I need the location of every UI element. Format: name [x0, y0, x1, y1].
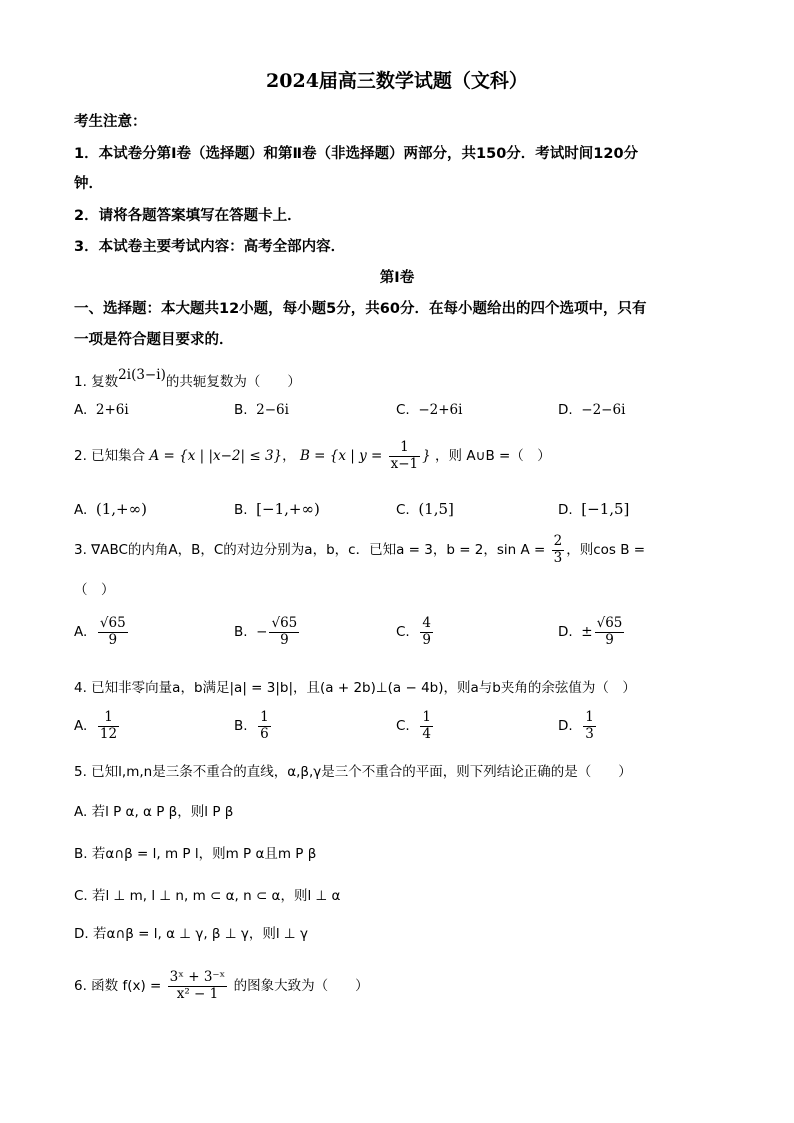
- q3-option-c: C. $\frac{4}{9}$: [396, 614, 431, 648]
- q2-option-d: D. [−1,5]: [558, 500, 630, 518]
- q2-fraction: $\frac{1}{x-1}$: [390, 438, 419, 472]
- q3-option-a: A. $\frac{√65}{9}$: [74, 614, 126, 648]
- q4-option-a: A. $\frac{1}{12}$: [74, 708, 118, 742]
- q1-option-a: A. 2+6i: [74, 402, 129, 418]
- q1-prefix: 1. 复数: [74, 374, 119, 390]
- notice-item-1: 1．本试卷分第Ⅰ卷（选择题）和第Ⅱ卷（非选择题）两部分，共150分．考试时间120分: [74, 146, 639, 162]
- question-5: 5. 已知l,m,n是三条不重合的直线，α,β,γ是三个不重合的平面，则下列结论正确的是（ ）: [74, 764, 632, 780]
- q1-option-c: C. −2+6i: [396, 402, 463, 418]
- q5-option-a: A. 若l P α, α P β，则l P β: [74, 804, 234, 820]
- notice-heading: 考生注意：: [74, 114, 147, 130]
- question-1: [74, 367, 301, 390]
- q1-suffix: 的共轭复数为（ ）: [165, 374, 301, 390]
- q5-option-c: C. 若l ⊥ m, l ⊥ n, m ⊂ α, n ⊂ α，则l ⊥ α: [74, 888, 341, 904]
- question-6: 6. 函数 f(x) = $\frac{\text{3ˣ + 3⁻ˣ}}{\text{x² − 1}}$ 的图象大致为（ ）: [74, 968, 369, 1002]
- q3-fraction: $\frac{2}{3}$: [553, 532, 563, 566]
- part-title: 第Ⅰ卷: [379, 270, 415, 286]
- question-3: 3. ∇ABC的内角A，B，C的对边分别为a，b，c．已知a = 3，b = 2，sin A = $\frac{2}{3}$ ，则cos B =: [74, 532, 646, 566]
- section-heading-cont: 一项是符合题目要求的．: [74, 332, 234, 348]
- question-3-cont: （ ）: [74, 582, 115, 598]
- page-title: 2024届高三数学试题（文科）: [266, 70, 528, 92]
- q2-suffix: ，则 A∪B =（ ）: [435, 448, 551, 464]
- q4-option-b: B. $\frac{1}{6}$: [234, 708, 269, 742]
- q2-option-a: A. (1,+∞): [74, 500, 147, 518]
- notice-item-2: 2．请将各题答案填写在答题卡上．: [74, 208, 302, 224]
- section-heading: 一、选择题：本大题共12小题，每小题5分，共60分．在每小题给出的四个选项中，只有: [74, 301, 647, 317]
- q2-option-b: B. [−1,+∞): [234, 500, 320, 518]
- q2-prefix: 2. 已知集合: [74, 448, 146, 464]
- q3-option-d: D. ± $\frac{√65}{9}$: [558, 614, 623, 648]
- notice-item-3: 3．本试卷主要考试内容：高考全部内容．: [74, 239, 346, 255]
- q5-option-b: B. 若α∩β = l, m P l，则m P α且m P β: [74, 846, 317, 862]
- q1-expression: 2i(3−i): [118, 367, 166, 383]
- q4-option-d: D. $\frac{1}{3}$: [558, 708, 594, 742]
- q2-set-a: A = {x | |x−2| ≤ 3}: [149, 448, 283, 464]
- notice-item-1-cont: 钟．: [74, 176, 103, 192]
- q5-option-d: D. 若α∩β = l, α ⊥ γ, β ⊥ γ，则l ⊥ γ: [74, 926, 308, 942]
- q2-option-c: C. (1,5]: [396, 500, 454, 518]
- q1-option-b: B. 2−6i: [234, 402, 289, 418]
- q6-fraction: $\frac{\text{3ˣ + 3⁻ˣ}}{\text{x² − 1}}$: [169, 968, 226, 1002]
- q1-option-d: D. −2−6i: [558, 402, 626, 418]
- q4-option-c: C. $\frac{1}{4}$: [396, 708, 431, 742]
- q3-option-b: B. − $\frac{√65}{9}$: [234, 614, 298, 648]
- question-2: 2. 已知集合 A = {x | |x−2| ≤ 3}， B = {x | y = $\frac{1}{x-1}$ } ，则 A∪B =（ ）: [74, 438, 551, 472]
- question-4: 4. 已知非零向量a，b满足|a| = 3|b|，且(a + 2b)⊥(a − 4b)，则a与b夹角的余弦值为（ ）: [74, 680, 636, 696]
- q2-set-b: B = {x | y =: [299, 448, 383, 464]
